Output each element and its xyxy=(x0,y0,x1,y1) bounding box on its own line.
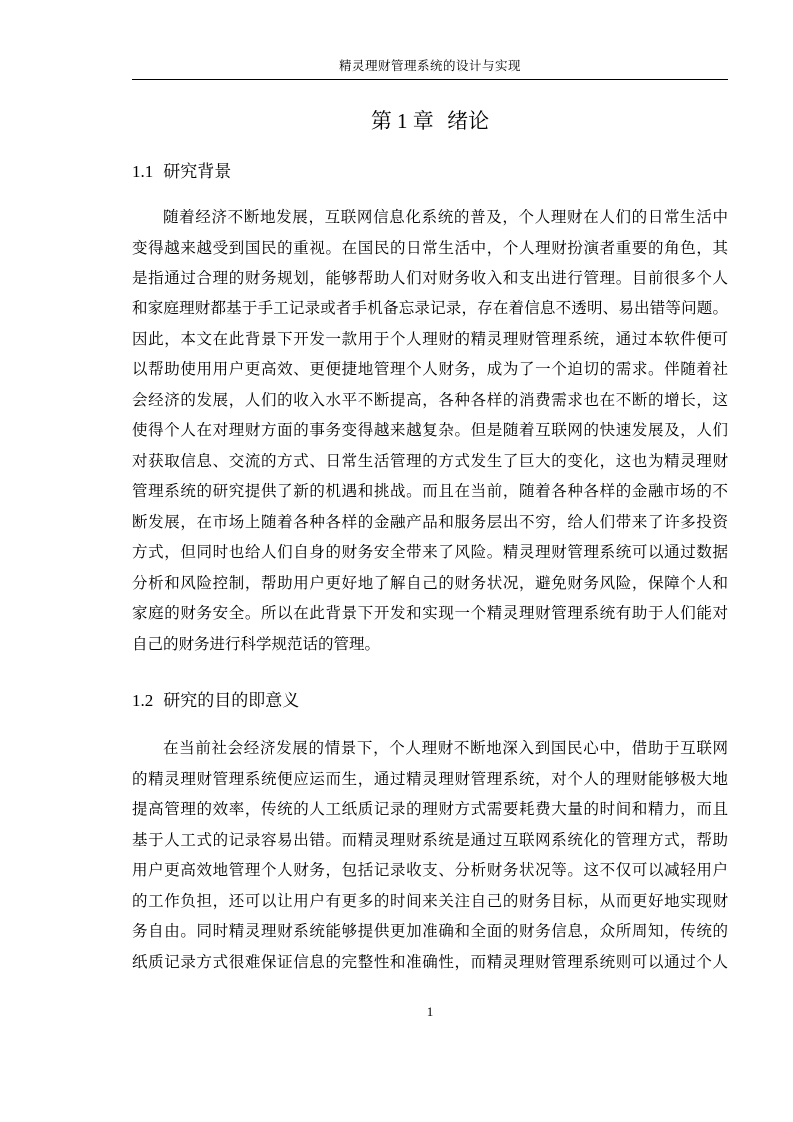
section-title-text: 研究的目的即意义 xyxy=(163,691,300,711)
paragraph-line: 断发展，在市场上随着各种各样的金融产品和服务层出不穷，给人们带来了许多投资 xyxy=(132,513,728,531)
section-heading xyxy=(132,160,728,184)
paragraph-line: 使得个人在对理财方面的事务变得越来越复杂。但是随着互联网的快速发展及，人们 xyxy=(132,421,728,439)
section-heading xyxy=(132,689,728,713)
paragraph-line: 和家庭理财都基于手工记录或者手机备忘录记录，存在着信息不透明、易出错等问题。 xyxy=(132,299,728,317)
paragraph-line: 基于人工式的记录容易出错。而精灵理财系统是通过互联网系统化的管理方式，帮助 xyxy=(132,831,728,849)
header-rule xyxy=(132,79,728,80)
section-title-text: 研究背景 xyxy=(163,162,232,182)
paragraph-line: 的精灵理财管理系统便应运而生，通过精灵理财管理系统，对个人的理财能够极大地 xyxy=(132,770,728,788)
paragraph-line: 纸质记录方式很难保证信息的完整性和准确性，而精灵理财管理系统则可以通过个人 xyxy=(132,953,728,971)
paragraph-line: 在当前社会经济发展的情景下，个人理财不断地深入到国民心中，借助于互联网 xyxy=(163,739,728,757)
paragraph-line: 方式，但同时也给人们自身的财务安全带来了风险。精灵理财管理系统可以通过数据 xyxy=(132,543,728,561)
paragraph-line: 分析和风险控制，帮助用户更好地了解自己的财务状况，避免财务风险，保障个人和 xyxy=(132,574,728,592)
section-number: 1.2 xyxy=(132,691,154,710)
paragraph-line: 是指通过合理的财务规划，能够帮助人们对财务收入和支出进行管理。目前很多个人 xyxy=(132,269,728,287)
section-number: 1.1 xyxy=(132,162,154,181)
paragraph-line: 用户更高效地管理个人财务，包括记录收支、分析财务状况等。这不仅可以减轻用户 xyxy=(132,861,728,879)
paragraph-line: 会经济的发展，人们的收入水平不断提高，各种各样的消费需求也在不断的增长，这 xyxy=(132,391,728,409)
paragraph-line: 的工作负担，还可以让用户有更多的时间来关注自己的财务目标，从而更好地实现财 xyxy=(132,892,728,910)
running-header: 精灵理财管理系统的设计与实现 xyxy=(338,58,521,73)
chapter-title-text: 绪论 xyxy=(447,109,490,133)
page-number: 1 xyxy=(426,1004,434,1019)
paragraph-line: 随着经济不断地发展，互联网信息化系统的普及，个人理财在人们的日常生活中 xyxy=(163,208,728,226)
paragraph-line: 家庭的财务安全。所以在此背景下开发和实现一个精灵理财管理系统有助于人们能对 xyxy=(132,604,728,622)
paragraph-line: 对获取信息、交流的方式、日常生活管理的方式发生了巨大的变化，这也为精灵理财 xyxy=(132,452,728,470)
paragraph-line: 务自由。同时精灵理财系统能够提供更加准确和全面的财务信息，众所周知，传统的 xyxy=(132,922,728,940)
paragraph-line: 因此，本文在此背景下开发一款用于个人理财的精灵理财管理系统，通过本软件便可 xyxy=(132,330,728,348)
paragraph-line: 自己的财务进行科学规范话的管理。 xyxy=(132,635,381,653)
paragraph-line: 以帮助使用用户更高效、更便捷地管理个人财务，成为了一个迫切的需求。伴随着社 xyxy=(132,360,728,378)
paragraph-line: 变得越来越受到国民的重视。在国民的日常生活中，个人理财扮演者重要的角色，其 xyxy=(132,239,728,257)
paragraph-line: 提高管理的效率，传统的人工纸质记录的理财方式需要耗费大量的时间和精力，而且 xyxy=(132,800,728,818)
chapter-number: 第 1 章 xyxy=(370,109,434,133)
chapter-title xyxy=(132,107,728,135)
paragraph-line: 管理系统的研究提供了新的机遇和挑战。而且在当前，随着各种各样的金融市场的不 xyxy=(132,482,728,500)
